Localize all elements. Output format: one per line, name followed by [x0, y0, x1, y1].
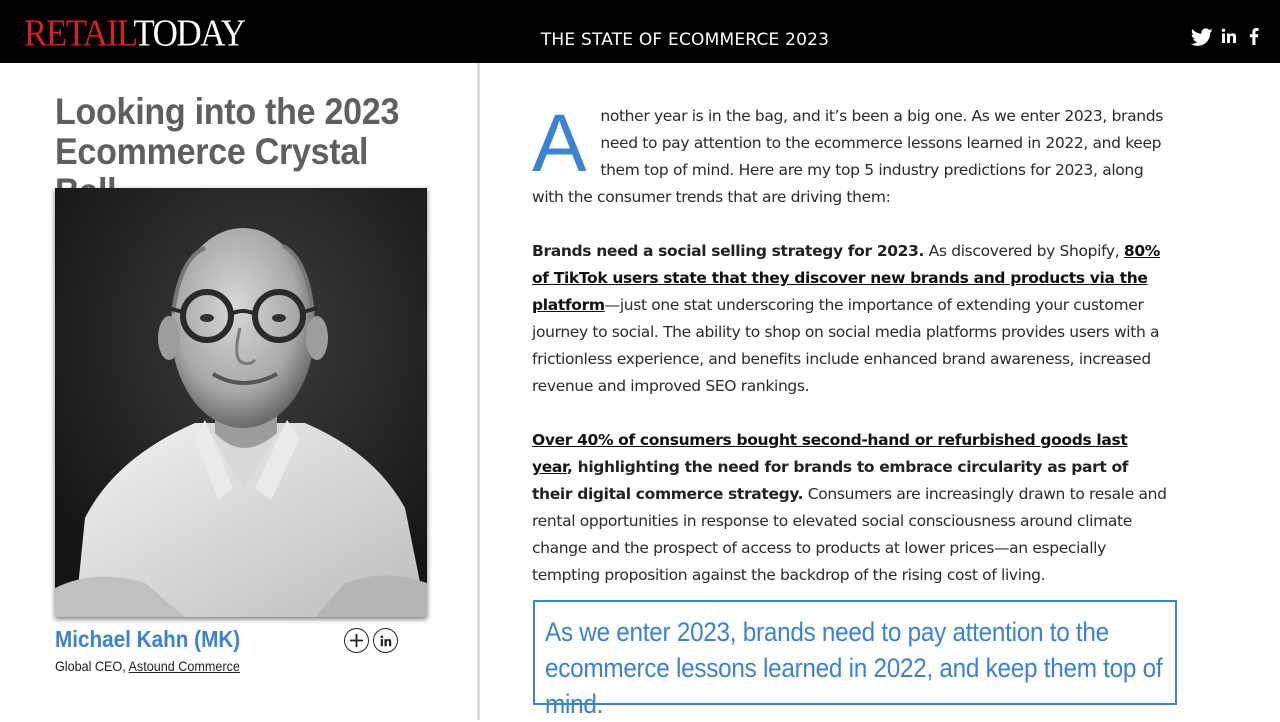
author-company-link[interactable]: Astound Commerce: [128, 658, 240, 674]
article-body: [532, 98, 1172, 616]
plus-icon[interactable]: [344, 628, 369, 653]
logo-today-text: TODAY: [133, 11, 245, 55]
linkedin-icon[interactable]: [1221, 28, 1237, 44]
author-actions: [344, 628, 398, 653]
retail-today-logo[interactable]: [24, 13, 245, 54]
drop-cap: A: [532, 98, 587, 189]
linkedin-icon[interactable]: [373, 628, 398, 653]
intro-paragraph: [532, 98, 1172, 211]
header-title: THE STATE OF ECOMMERCE 2023: [540, 30, 830, 50]
page-title: Looking into the 2023 Ecommerce Crystal: [55, 91, 400, 172]
author-name[interactable]: Michael Kahn (MK): [55, 626, 241, 652]
tiktok-stat-link[interactable]: 80% of TikTok users state that they discover new brands and products via the platform: [532, 242, 1160, 314]
prediction-2-text: Consumers are increasingly drawn to resale and rental opportunities in response to elevated social consciousness around climate change and the prospect of access to products at lower prices—an especially tempting proposition against the backdrop of the rising cost of living.: [532, 485, 1167, 584]
twitter-icon[interactable]: [1191, 28, 1213, 47]
prediction-2-paragraph: [532, 427, 1172, 589]
second-hand-stat-link[interactable]: Over 40% of consumers bought second-hand or refurbished goods last year: [532, 431, 1128, 476]
facebook-icon[interactable]: [1249, 28, 1259, 45]
prediction-1-text-a: As discovered by Shopify,: [924, 242, 1124, 260]
pull-quote: [533, 600, 1177, 719]
logo-retail-text: RETAIL: [24, 11, 134, 55]
intro-text: nother year is in the bag, and it’s been a big one. As we enter 2023, brands need to pay attention to the ecommerce lessons learned in 2022, and keep them top of mind. Here are my top 5 industry predictions for 2023, along with the consumer trends that are driving them:: [532, 107, 1163, 206]
prediction-1-paragraph: [532, 238, 1172, 400]
author-role: [55, 658, 240, 674]
column-divider: [477, 63, 480, 720]
top-bar: [0, 0, 1280, 63]
author-title: Global CEO,: [55, 658, 129, 674]
prediction-1-heading: Brands need a social selling strategy for 2023.: [532, 242, 925, 260]
prediction-1-text-b: —just one stat underscoring the importance of extending your customer journey to social. The ability to shop on social media platforms provides users with a frictionless experience, and benefits include enhanced brand awareness, increased revenue and improved SEO rankings.: [532, 296, 1160, 395]
pull-quote-text: As we enter 2023, brands need to pay attention to the ecommerce lessons learned in 2022, and keep them top of mind.: [545, 617, 1163, 719]
author-photo: [55, 188, 427, 617]
prediction-2-heading: , highlighting the need for brands to embrace circularity as part of their digital commerce strategy.: [532, 458, 1129, 503]
